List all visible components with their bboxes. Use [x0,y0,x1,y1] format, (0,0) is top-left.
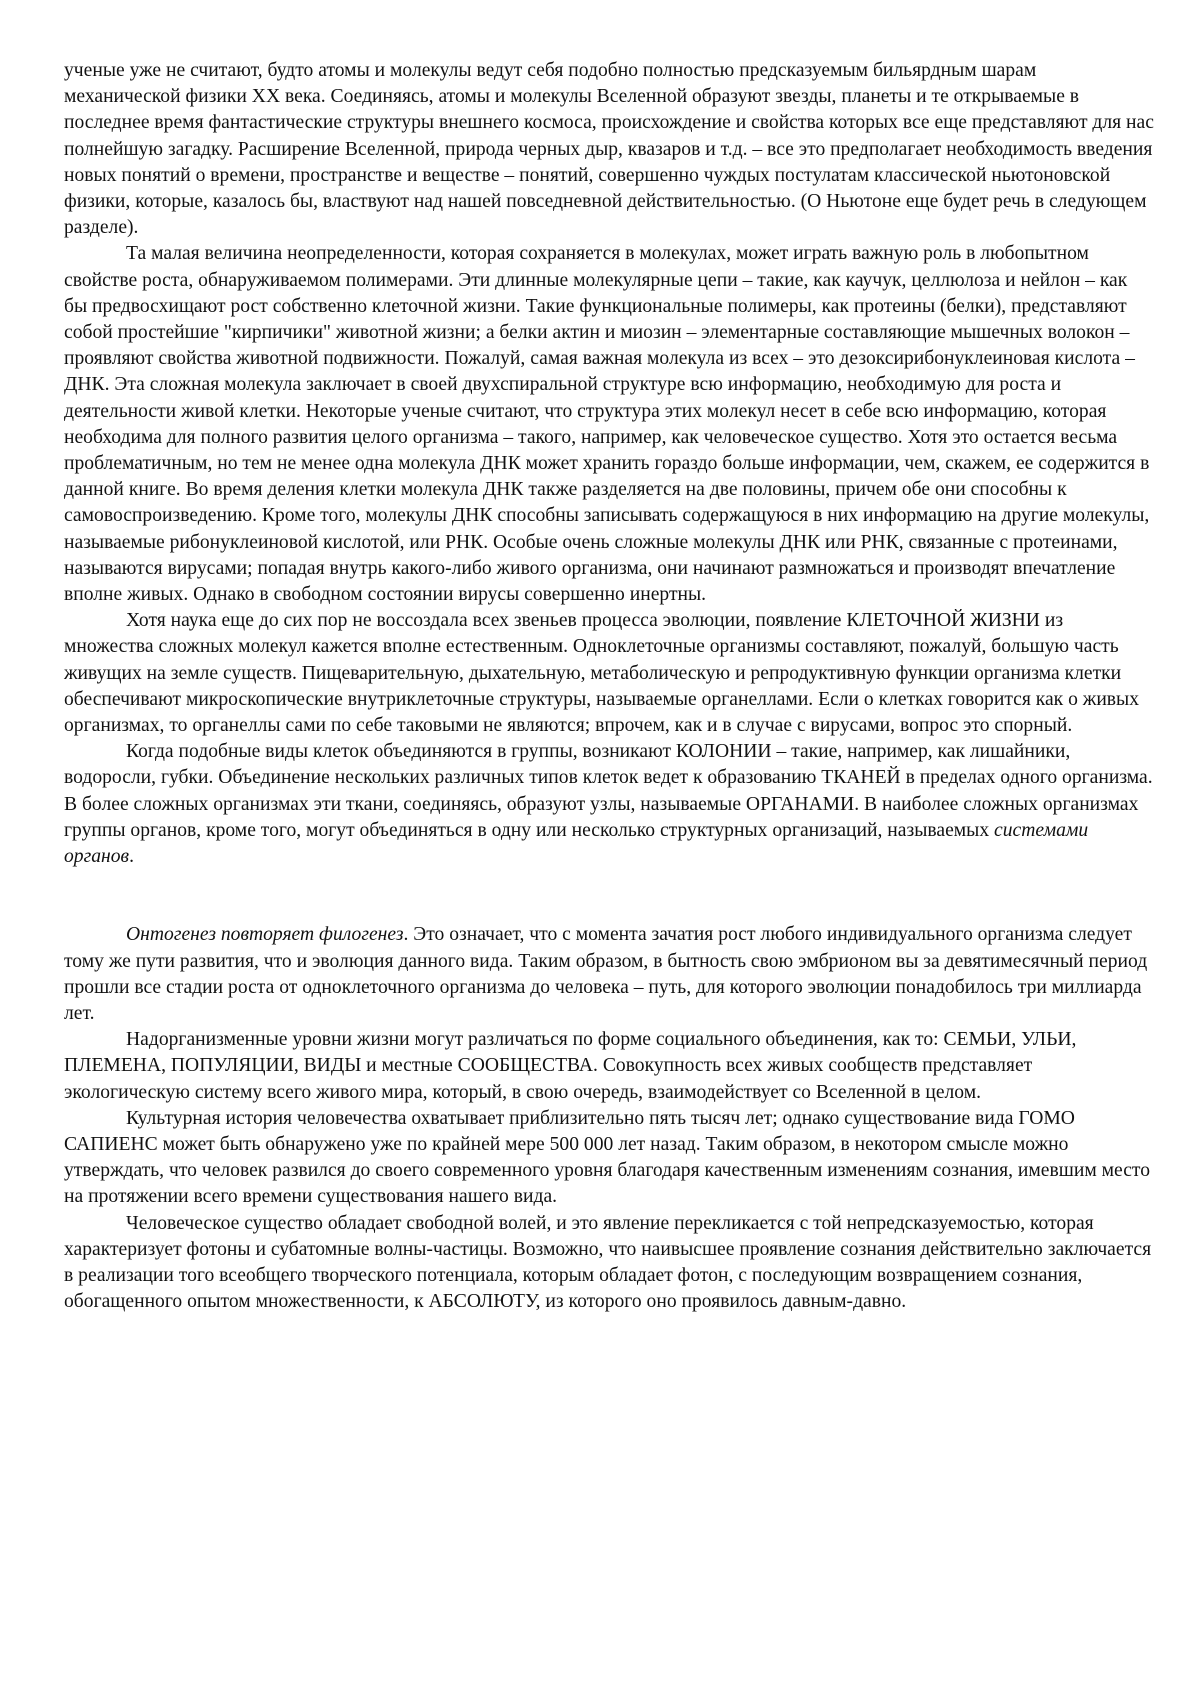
paragraph-6 [64,1027,1154,1106]
text-run: Культурная история человечества охватывает приблизительно пять тысяч лет; однако существование вида ГОМО САПИЕНС может быть обнаружено уже по крайней мере 500 000 лет назад. Таким образом, в некотором смысле можно утверждать, что человек развился до своего современного уровня благодаря качественным изменениям сознания, имевшим место на протяжении всего времени существования нашего вида. [64,1107,1151,1208]
text-run: Хотя наука еще до сих пор не воссоздала всех звеньев процесса эволюции, появление КЛЕТОЧНОЙ ЖИЗНИ из множества сложных молекул кажется вполне естественным. Одноклеточные организмы составляют, пожалуй, большую часть живущих на земле существ. Пищеварительную, дыхательную, метаболическую и репродуктивную функции организма клетки обеспечивают микроскопические внутриклеточные структуры, называемые органеллами. Если о клетках говорится как о живых организмах, то органеллы сами по себе таковыми не являются; впрочем, как и в случае с вирусами, вопрос это спорный. [64,610,1140,737]
text-run: . Это означает, что с момента зачатия рост любого индивидуального организма следует тому же пути развития, что и эволюция данного вида. Таким образом, в бытность свою эмбрионом вы за девятимесячный период прошли все стадии роста от одноклеточного организма до человека – путь, для которого эволюции понадобилось три миллиарда лет. [64,924,1148,1024]
paragraph-3 [64,608,1154,739]
paragraph-1 [64,58,1154,241]
paragraph-5 [64,922,1154,1027]
document-page [64,58,1154,1315]
text-run: Та малая величина неопределенности, которая сохраняется в молекулах, может играть важную роль в любопытном свойстве роста, обнаруживаемом полимерами. Эти длинные молекулярные цепи – такие, как каучук, целлюлоза и нейлон – как бы предвосхищают рост собственно клеточной жизни. Такие функциональные полимеры, как протеины (белки), представляют собой простейшие "кирпичики" животной жизни; а белки актин и миозин – элементарные составляющие мышечных волокон – проявляют свойства животной подвижности. Пожалуй, самая важная молекула из всех – это дезоксирибонуклеиновая кислота – ДНК. Эта сложная молекула заключает в своей двухспиральной структуре всю информацию, необходимую для роста и деятельности живой клетки. Некоторые ученые считают, что структура этих молекул несет в себе всю информацию, которая необходима для полного развития целого организма – такого, например, как человеческое существо. Хотя это остается весьма проблематичным, но тем не менее одна молекула ДНК может хранить гораздо больше информации, чем, скажем, ее содержится в данной книге. Во время деления клетки молекула ДНК также разделяется на две половины, причем обе они способны к самовоспроизведению. Кроме того, молекулы ДНК способны записывать содержащуюся в них информацию на другие молекулы, называемые рибонуклеиновой кислотой, или РНК. Особые очень сложные молекулы ДНК или РНК, связанные с протеинами, называются вирусами; попадая внутрь какого-либо живого организма, они начинают размножаться и производят впечатление вполне живых. Однако в свободном состоянии вирусы совершенно инертны. [64,243,1150,606]
text-run: . [129,846,134,868]
paragraph-7 [64,1106,1154,1211]
text-run: ученые уже не считают, будто атомы и молекулы ведут себя подобно полностью предсказуемым бильярдным шарам механической физики XX века. Соединяясь, атомы и молекулы Вселенной образуют звезды, планеты и те открываемые в последнее время фантастические структуры внешнего космоса, происхождение и свойства которых все еще представляют для нас полнейшую загадку. Расширение Вселенной, природа черных дыр, квазаров и т.д. – все это предполагает необходимость введения новых понятий о времени, пространстве и веществе – понятий, совершенно чуждых постулатам классической ньютоновской физики, которые, казалось бы, властвуют над нашей повседневной действительностью. (О Ньютоне еще будет речь в следующем разделе). [64,60,1154,239]
paragraph-2 [64,241,1154,608]
italic-term: Онтогенез повторяет филогенез [126,924,404,946]
paragraph-4 [64,739,1154,870]
paragraph-8 [64,1211,1154,1316]
text-run: Надорганизменные уровни жизни могут различаться по форме социального объединения, как то: СЕМЬИ, УЛЬИ, ПЛЕМЕНА, ПОПУЛЯЦИИ, ВИДЫ и местные СООБЩЕСТВА. Совокупность всех живых сообществ представляет экологическую систему всего живого мира, который, в свою очередь, взаимодействует со Вселенной в целом. [64,1029,1077,1103]
text-run: Человеческое существо обладает свободной волей, и это явление перекликается с той непредсказуемостью, которая характеризует фотоны и субатомные волны-частицы. Возможно, что наивысшее проявление сознания действительно заключается в реализации того всеобщего творческого потенциала, которым обладает фотон, с последующим возвращением сознания, обогащенного опытом множественности, к АБСОЛЮТУ, из которого оно проявилось давным-давно. [64,1212,1152,1313]
italic-term: системами органов [64,819,1089,868]
text-run: Когда подобные виды клеток объединяются в группы, возникают КОЛОНИИ – такие, например, как лишайники, водоросли, губки. Объединение нескольких различных типов клеток ведет к образованию ТКАНЕЙ в пределах одного организма. В более сложных организмах эти ткани, соединяясь, образуют узлы, называемые ОРГАНАМИ. В наиболее сложных организмах группы органов, кроме того, могут объединяться в одну или несколько структурных организаций, называемых [64,741,1153,841]
